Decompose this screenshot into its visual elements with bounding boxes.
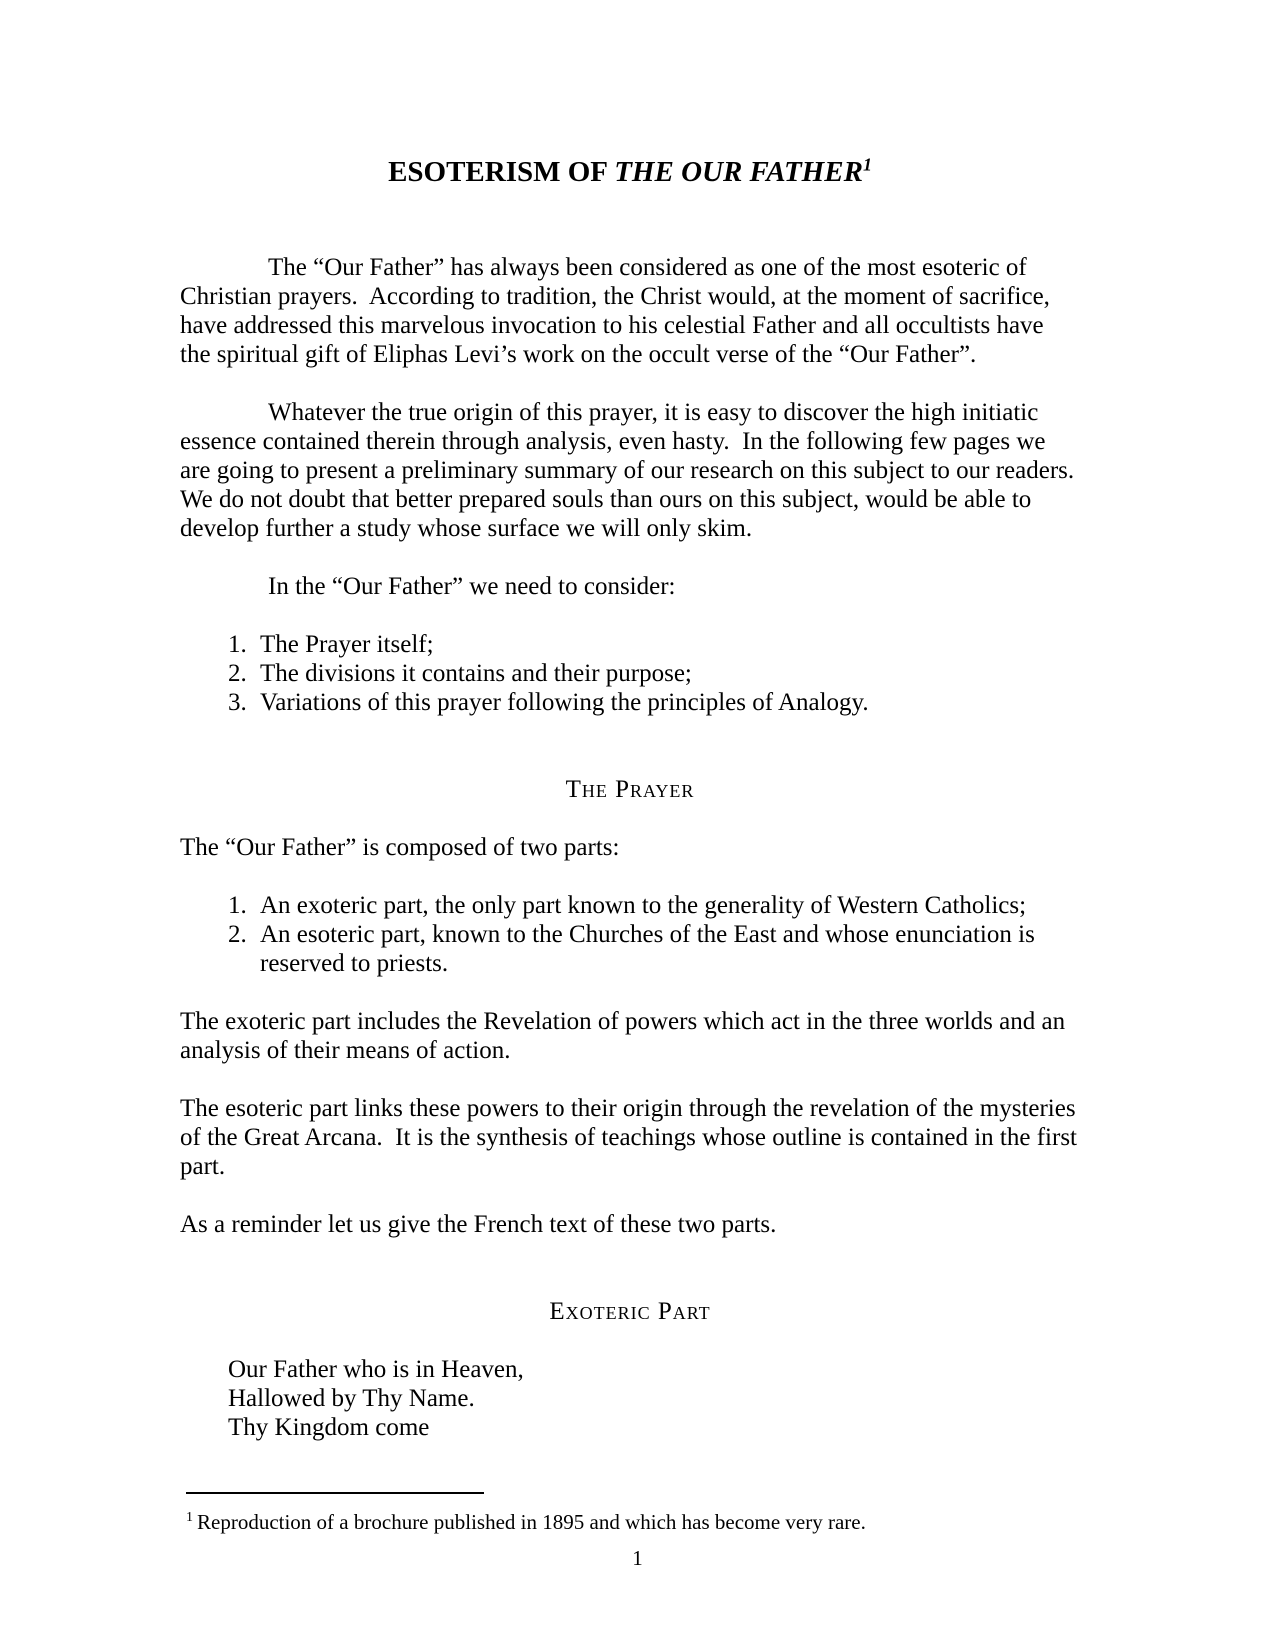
paragraph-exoteric-part: The exoteric part includes the Revelation of powers which act in the three worlds and an analysis of their means of action. (180, 1008, 1072, 1064)
prayer-text-block (228, 1355, 1080, 1442)
prayer-line: Hallowed by Thy Name. (228, 1385, 475, 1412)
list-item-text: The Prayer itself; (260, 631, 434, 658)
list-item-text: The divisions it contains and their purpose; (260, 660, 692, 687)
list-item-text: An esoteric part, known to the Churches of the East and whose enunciation is reserved to priests. (260, 921, 1042, 977)
heading-the-prayer: The Prayer (565, 776, 695, 803)
prayer-line: Thy Kingdom come (228, 1414, 430, 1441)
list-item (180, 630, 1080, 659)
list-item (180, 659, 1080, 688)
list-item-number: 2. (228, 921, 247, 948)
list-item-text: An exoteric part, the only part known to the generality of Western Catholics; (260, 892, 1027, 919)
list-item-text: Variations of this prayer following the principles of Analogy. (260, 689, 869, 716)
page-number: 1 (632, 1546, 643, 1570)
list-item-number: 1. (228, 631, 247, 658)
list-item (180, 891, 1080, 920)
heading-exoteric-part: Exoteric Part (549, 1298, 711, 1325)
paragraph-intro: The “Our Father” has always been considered as one of the most esoteric of Christian prayers. According to tradition, the Christ would, at the moment of sacrifice, have addressed this marvelous invocation to his celestial Father and all occultists have the spiritual gift of Eliphas Levi’s work on the occult verse of the “Our Father”. (180, 254, 1057, 368)
prayer-line: Our Father who is in Heaven, (228, 1356, 524, 1383)
title-footnote-reference: 1 (862, 154, 872, 175)
paragraph-origin: Whatever the true origin of this prayer, it is easy to discover the high initiatic essence contained therein through analysis, even hasty. In the following few pages we are going to present a preliminary summary of our research on this subject to our readers. We do not doubt that better prepared souls than ours on this subject, would be able to develop further a study whose surface we will only skim. (180, 399, 1087, 542)
paragraph-reminder: As a reminder let us give the French text of these two parts. (180, 1211, 777, 1238)
list-item-number: 2. (228, 660, 247, 687)
list-item (180, 688, 1080, 717)
paragraph-esoteric-part: The esoteric part links these powers to their origin through the revelation of the mysteries of the Great Arcana. It is the synthesis of teachings whose outline is contained in the first part. (180, 1095, 1084, 1180)
paragraph-consider: In the “Our Father” we need to consider: (268, 573, 676, 600)
parts-list (180, 891, 1080, 978)
page-title-plain: ESOTERISM OF (388, 156, 615, 188)
page-title (180, 155, 1080, 189)
footnote (186, 1510, 1080, 1534)
footnote-text: Reproduction of a brochure published in 1895 and which has become very rare. (197, 1510, 866, 1534)
footnote-reference-number: 1 (186, 1510, 193, 1525)
list-item-number: 3. (228, 689, 247, 716)
page-title-italic: THE OUR FATHER (614, 156, 863, 188)
paragraph-two-parts: The “Our Father” is composed of two parts: (180, 834, 620, 861)
list-item-number: 1. (228, 892, 247, 919)
footnote-separator-rule (186, 1492, 484, 1494)
consider-list (180, 630, 1080, 717)
list-item (180, 920, 1080, 978)
